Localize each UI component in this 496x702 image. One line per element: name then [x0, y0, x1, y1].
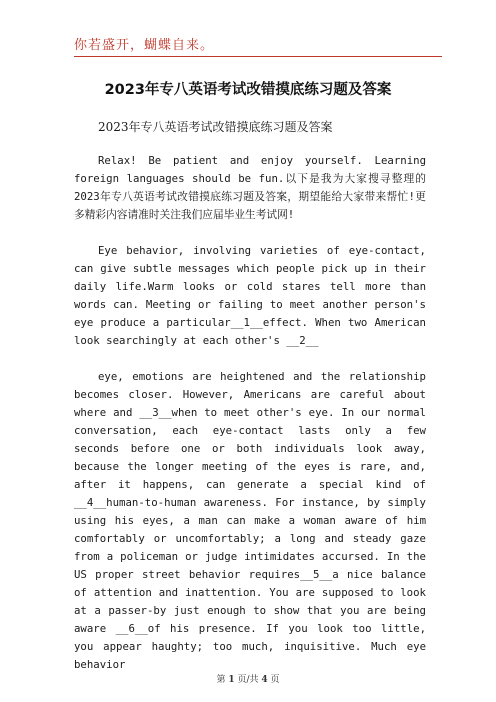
- document-subtitle: 2023年专八英语考试改错摸底练习题及答案: [98, 120, 333, 134]
- header-slogan: 你若盛开，蝴蝶自来。: [74, 38, 215, 53]
- paragraph-passage-1: Eye behavior, involving varieties of eye-contact, can give subtle messages which people pick up in their daily life.Warm looks or cold stares tell more than words can. Meeting or failing to meet another person's eye produce a particular__1__effect. When two American look searchingly at each other's __2__: [74, 244, 426, 347]
- page-label-mid: 页/共: [237, 675, 259, 685]
- page-footer: [0, 672, 496, 685]
- paragraph-intro: Relax! Be patient and enjoy yourself. Learning foreign languages should be fun.以下是我为大家搜寻整理的2023年专八英语考试改错摸底练习题及答案，期望能给大家带来帮忙!更多精彩内容请准时关注我们应届毕业生考试网!: [74, 154, 426, 221]
- page-current-number: 1: [228, 675, 235, 685]
- header-divider: [74, 56, 442, 57]
- page-label-prefix: 第: [216, 675, 226, 685]
- page-label-suffix: 页: [270, 675, 280, 685]
- document-title: 2023年专八英语考试改错摸底练习题及答案: [104, 82, 392, 98]
- document-body: [74, 152, 426, 692]
- page-total-number: 4: [261, 675, 268, 685]
- paragraph-passage-2: eye, emotions are heightened and the relationship becomes closer. However, Americans are careful about where and __3__when to meet other's eye. In our normal conversation, each eye-contact lasts only a few seconds before one or both individuals look away, because the longer meeting of the eyes is rare, and, after it happens, can generate a special kind of __4__human-to-human awareness. For instance, by simply using his eyes, a man can make a woman aware of him comfortably or uncomfortably; a long and steady gaze from a policeman or judge intimidates accursed. In the US proper street behavior requires__5__a nice balance of attention and inattention. You are supposed to look at a passer-by just enough to show that you are being aware __6__of his presence. If you look too little, you appear haughty; too much, inquisitive. Much eye behavior: [74, 370, 426, 671]
